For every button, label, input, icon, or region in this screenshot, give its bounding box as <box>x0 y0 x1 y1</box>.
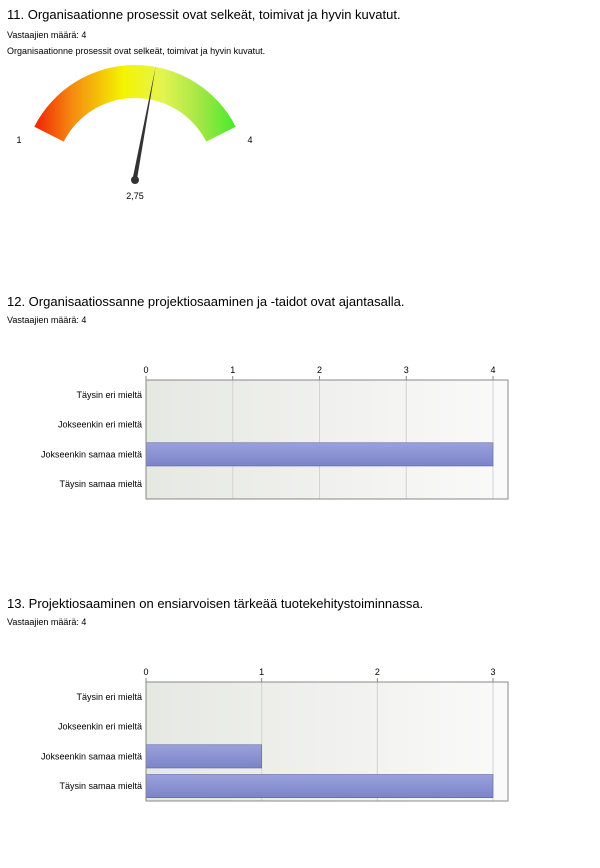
question-13-title: 13. Projektiosaaminen on ensiarvoisen tärkeää tuotekehitystoiminnassa. <box>7 596 424 611</box>
q13-category-label: Täysin samaa mieltä <box>59 781 142 792</box>
q12-tick-label: 1 <box>230 365 236 375</box>
gauge-value-label: 2,75 <box>126 191 144 201</box>
q12-tick-label: 4 <box>490 365 496 375</box>
q12-category-label: Jokseenkin samaa mieltä <box>40 449 142 460</box>
q13-tick-label: 3 <box>490 667 496 677</box>
question-12-respondent-count: Vastaajien määrä: 4 <box>7 315 87 325</box>
gauge-band <box>34 65 235 142</box>
question-13-respondent-count: Vastaajien määrä: 4 <box>7 617 87 627</box>
q13-bar <box>146 775 493 798</box>
gauge-min-label: 1 <box>16 135 22 145</box>
q13-tick-label: 2 <box>374 667 380 677</box>
q13-bar <box>146 745 262 768</box>
q13-tick-label: 1 <box>259 667 265 677</box>
q12-category-label: Jokseenkin eri mieltä <box>57 419 142 430</box>
question-11-respondent-count: Vastaajien määrä: 4 <box>7 30 87 40</box>
q13-category-label: Täysin eri mieltä <box>76 691 142 702</box>
gauge-subtitle: Organisaationne prosessit ovat selkeät, toimivat ja hyvin kuvatut. <box>7 46 266 56</box>
bar-chart-q12 <box>0 360 600 510</box>
q13-category-label: Jokseenkin eri mieltä <box>57 721 142 732</box>
gauge-needle-hub <box>131 176 139 184</box>
gauge-max-label: 4 <box>247 135 253 145</box>
q12-tick-label: 0 <box>143 365 149 375</box>
q12-category-label: Täysin samaa mieltä <box>59 479 142 490</box>
q12-tick-label: 3 <box>403 365 409 375</box>
q12-plot-area <box>146 380 508 499</box>
q12-bar <box>146 443 493 466</box>
bar-chart-q13 <box>0 662 600 812</box>
question-12-title: 12. Organisaatiossanne projektiosaaminen ja -taidot ovat ajantasalla. <box>7 294 405 309</box>
gauge-chart <box>0 0 600 220</box>
q12-category-label: Täysin eri mieltä <box>76 389 142 400</box>
q12-tick-label: 2 <box>316 365 323 375</box>
q13-tick-label: 0 <box>143 667 149 677</box>
q13-category-label: Jokseenkin samaa mieltä <box>40 751 142 762</box>
question-11-title: 11. Organisaationne prosessit ovat selkeät, toimivat ja hyvin kuvatut. <box>7 7 401 22</box>
